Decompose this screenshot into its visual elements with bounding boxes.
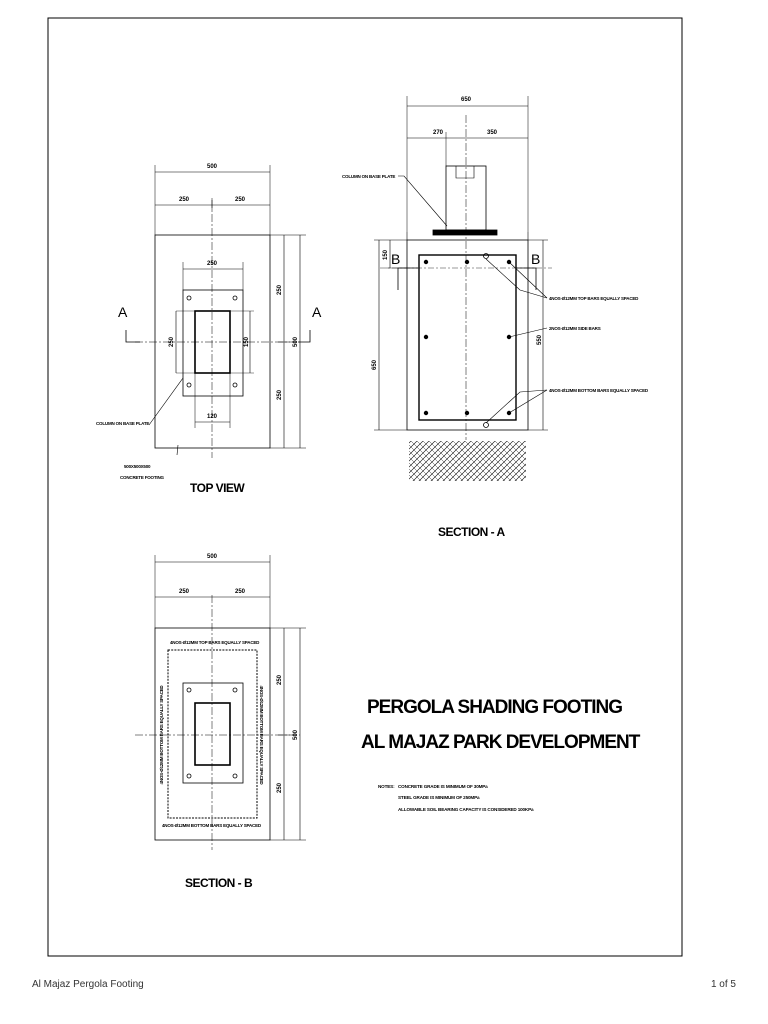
- dim-inner-width: 250: [206, 261, 218, 267]
- rebar-dot: [424, 411, 428, 415]
- section-a-dim-height: 650: [372, 359, 378, 371]
- drawing-title-line-2: AL MAJAZ PARK DEVELOPMENT: [361, 732, 640, 753]
- section-b-dim-total-width: 500: [206, 554, 218, 560]
- rebar-dot: [424, 260, 428, 264]
- dim-plate-left: 250: [169, 336, 175, 348]
- section-cut-marker-left: [126, 330, 140, 342]
- dim-left: 250: [178, 197, 190, 203]
- note-2: STEEL GRADE IS MINIMUM OF 250MPa: [398, 795, 480, 800]
- drawing-title-line-1: PERGOLA SHADING FOOTING: [367, 697, 622, 718]
- dim-plate-right: 150: [244, 336, 250, 348]
- section-b-cut-marker-left: [398, 268, 418, 290]
- dim-right: 250: [234, 197, 246, 203]
- bolt-hole: [233, 688, 237, 692]
- section-b-dim-upper: 250: [277, 674, 283, 686]
- bolt-hole: [233, 774, 237, 778]
- dim-column-width: 120: [206, 414, 218, 420]
- section-b-dim-total-height: 500: [293, 729, 299, 741]
- bolt-hole: [187, 688, 191, 692]
- bolt-hole: [233, 296, 237, 300]
- bottom-bars-label: 4NOS-Ø12MM BOTTOM BARS EQUALLY SPACED: [549, 388, 648, 393]
- section-a-dim-inner: 550: [537, 334, 543, 346]
- rebar-dot: [465, 411, 469, 415]
- section-b-top-bars-label: 4NOS-Ø12MM TOP BARS EQUALLY SPACED: [170, 640, 260, 645]
- section-b-column: [195, 703, 230, 765]
- section-a-base-plate: [433, 230, 497, 235]
- top-bars-label: 4NOS-Ø12MM TOP BARS EQUALLY SPACED: [549, 296, 639, 301]
- side-bars-label: 2NOS-Ø12MM SIDE BARS: [549, 326, 601, 331]
- footer-page-indicator: 1 of 5: [710, 979, 736, 990]
- section-b-base-plate: [183, 683, 243, 783]
- section-a-dim-right: 350: [486, 130, 498, 136]
- section-a-column-label: COLUMN ON BASE PLATE: [342, 174, 396, 179]
- section-a-dim-top: 150: [383, 249, 389, 261]
- section-b-caption: SECTION - B: [185, 876, 253, 890]
- top-view-base-plate: [183, 290, 243, 396]
- column-on-base-plate-label: COLUMN ON BASE PLATE: [96, 421, 150, 426]
- dim-total-height: 500: [293, 336, 299, 348]
- note-1: CONCRETE GRADE IS MINIMUM OF 30MPa: [398, 784, 488, 789]
- section-a-soil-hatch: [409, 441, 526, 481]
- section-b-bottom-bars-bottom-label: 4NOS-Ø12MM BOTTOM BARS EQUALLY SPACED: [162, 823, 261, 828]
- bolt-hole: [233, 383, 237, 387]
- dim-total-width: 500: [206, 164, 218, 170]
- section-b-bottom-bars-right-label: 4NOS-Ø12MM BOTTOM BARS EQUALLY SPACED: [259, 685, 264, 785]
- rebar-dot: [465, 260, 469, 264]
- section-a-rebar-cage: [419, 255, 516, 420]
- cut-label-a-right: A: [312, 304, 322, 320]
- dim-upper: 250: [277, 284, 283, 296]
- bolt-hole: [187, 774, 191, 778]
- footing-size-label: 500X500X500: [124, 464, 151, 469]
- section-b-rebar-cage: [168, 650, 257, 818]
- section-a-caption: SECTION - A: [438, 525, 505, 539]
- cut-label-a-left: A: [118, 304, 128, 320]
- section-b-footing-outline: [155, 628, 270, 840]
- section-b-dim-right: 250: [234, 589, 246, 595]
- section-b-dim-lower: 250: [277, 782, 283, 794]
- footing-material-label: CONCRETE FOOTING: [120, 475, 164, 480]
- section-b-bottom-bars-left-label: 4NOS-Ø12MM BOTTOM BARS EQUALLY SPACED: [159, 685, 164, 785]
- top-view: [126, 165, 310, 458]
- section-b-dim-left: 250: [178, 589, 190, 595]
- note-3: ALLOWABLE SOIL BEARING CAPACITY IS CONSIDERED 100KPa: [398, 807, 534, 812]
- footer-document-title: Al Majaz Pergola Footing: [32, 979, 144, 990]
- cut-label-b-right: B: [531, 251, 541, 267]
- bolt-hole: [187, 296, 191, 300]
- section-a: [374, 96, 552, 440]
- cut-label-b-left: B: [391, 251, 401, 267]
- top-view-caption: TOP VIEW: [190, 481, 245, 495]
- notes-label: NOTES:: [378, 784, 395, 789]
- sheet-border: [48, 18, 682, 956]
- bolt-hole: [187, 383, 191, 387]
- rebar-ring: [484, 423, 489, 428]
- section-a-dim-total-width: 650: [460, 97, 472, 103]
- section-a-dim-left: 270: [432, 130, 444, 136]
- rebar-dot: [424, 335, 428, 339]
- rebar-ring: [484, 254, 489, 259]
- dim-lower: 250: [277, 389, 283, 401]
